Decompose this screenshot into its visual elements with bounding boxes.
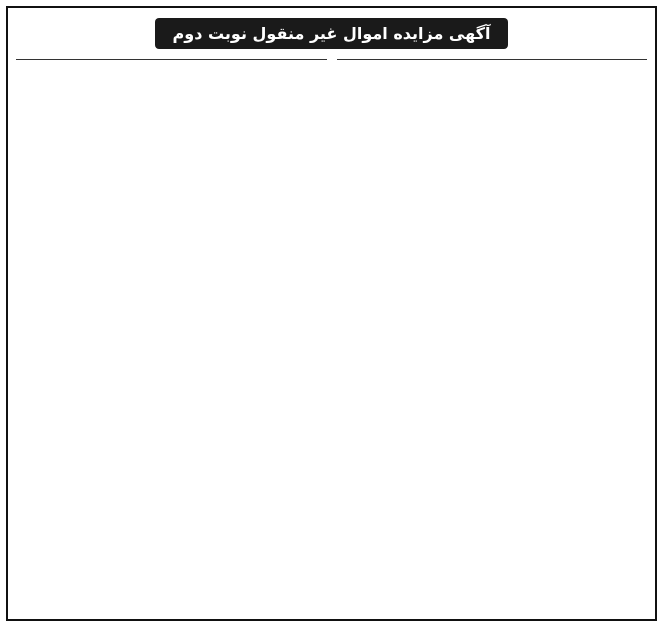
notice-title: آگهی مزایده اموال غیر منقول نوبت دوم: [155, 18, 509, 49]
right-column: [337, 59, 648, 613]
title-wrap: [16, 18, 647, 49]
notice-frame: [6, 6, 657, 621]
left-column: [16, 59, 327, 613]
notice-columns: [16, 59, 647, 613]
